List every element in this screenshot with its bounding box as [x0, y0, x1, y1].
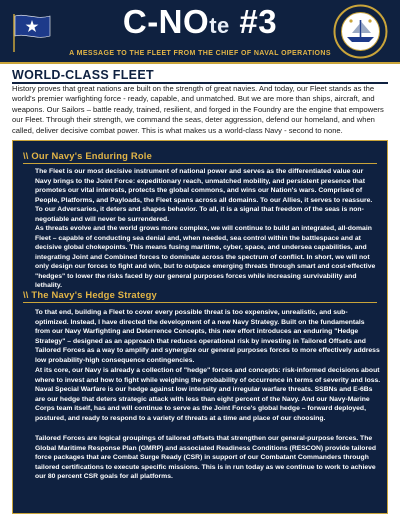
section-rule: [23, 302, 377, 303]
gold-divider: [0, 62, 400, 64]
page-title: WORLD-CLASS FLEET: [12, 68, 154, 82]
body-paragraph: As threats evolve and the world grows more complex, we will continue to build an integrated, all-domain Fleet – capable of conducting sea denial and, when needed, sea control within the battlespace and at decisive global chokepoints. This means fusing maritime, cyber, space, and undersea capabilities, and integrating Joint and Combined forces to dominate across the spectrum of conflict. In short, we will not only design our forces to fight and win, but to outpace emerging threats through smart and cost-effective "hedges" to lower the risks faced by our general purposes forces while increasing survivability and lethality.: [35, 225, 376, 289]
section-rule: [23, 163, 377, 164]
content-panel: [12, 140, 388, 514]
body-paragraph: The Fleet is our most decisive instrument of national power and serves as the differentiated value our Navy brings to the Joint Force: expeditionary reach, unmatched mobility, and persistent presence that promotes our vital interests, protects the global commons, and wins our Nation's wars. Comprised of People, Platforms, and Payloads, the Fleet spans across all domains. To our Allies, it serves to reassure. To our Adversaries, it deters and shapes behavior. To all, it is a signal that freedom of the seas is non-negotiable and will never be surrendered.: [35, 168, 373, 223]
body-paragraph: Tailored Forces are logical groupings of tailored offsets that strengthen our general-purpose forces. The Global Maritime Response Plan (GMRP) and associated Readiness Conditions (RESCON) provide tailored force packages that are Combat Surge Ready (CSR) in support of our Combatant Commanders through tailored certifications to execute specific missions. This is in run today as we continue to work to achieve our 80 percent CSR goals for all platforms.: [35, 435, 377, 480]
masthead-title: C-NOte #3: [122, 3, 278, 40]
section-heading-enduring-role: \\ Our Navy's Enduring Role: [23, 150, 153, 161]
section-heading-hedge-strategy: \\ The Navy's Hedge Strategy: [23, 289, 157, 300]
masthead-banner: [0, 0, 400, 63]
body-paragraph: At its core, our Navy is already a collection of "hedge" forces and concepts: risk-informed decisions about where to invest and how to fight while weighing the probability of occurrence in terms of severity and loss. Naval Special Warfare is our hedge against low intensity and irregular warfare threats. SSBNs and E-6Bs are our hedge that deters strategic attack with less than eight percent of the Navy. And our Navy-Marine Corps team itself, has and will continue to serve as the Joint Force's global hedge – forward deployed, postured, and ready to respond to a variety of threats at a time and place of our choosing.: [35, 367, 381, 422]
body-paragraph: To that end, building a Fleet to cover every possible threat is too expensive, unrealistic, and sub-optimized. Instead, I have directed the development of a new Navy Strategy. Built on the fundamentals from our Navy Warfighting and Deterrence Concepts, this new effort introduces an enduring "Hedge Strategy" – designed as an approach that reduces operational risk by investing in Tailored Offsets and Tailored Forces as a way to amplify and synergize our general purposes forces to more effectively address low probability-high consequence contingencies.: [35, 309, 380, 364]
masthead-subtitle: A MESSAGE TO THE FLEET FROM THE CHIEF OF NAVAL OPERATIONS: [69, 50, 331, 57]
intro-paragraph: History proves that great nations are built on the strength of great navies. And today, our Fleet stands as the world's premier warfighting force - ready, capable, and unmatched. But we are more than ships, aircraft, and weapons. Our Sailors – battle ready, trained, resilient, and forged in the Foundry are the engine that empowers our Fleet. Through their strength, we command the seas, deter aggression, defend our homeland, and when called, deliver decisive combat power. This is what makes us a world-class Navy - second to none.: [12, 84, 384, 135]
